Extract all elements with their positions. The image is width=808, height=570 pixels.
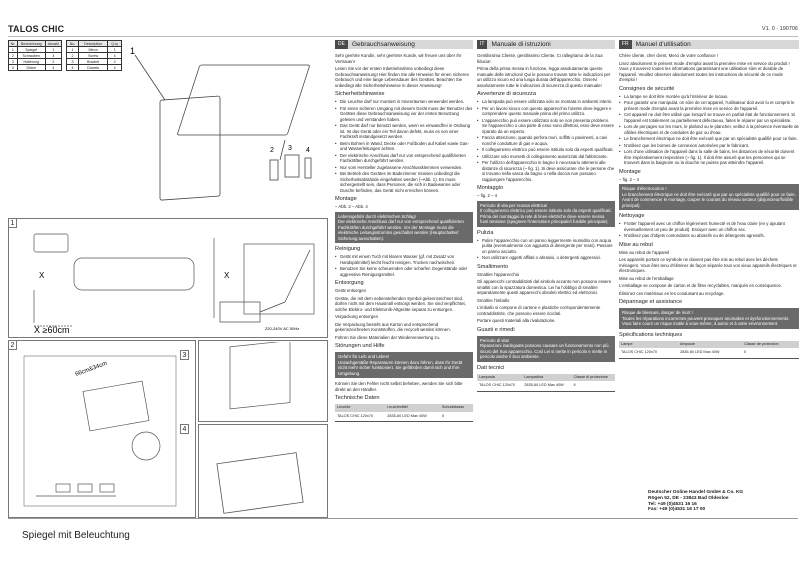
montage-text: – Abb. 2 – Abb. 4 bbox=[335, 204, 368, 209]
trouble-text: Können Sie den Fehler nicht selbst beheben, wenden Sie sich bitte direkt an den Händler. bbox=[335, 381, 463, 392]
list-item: • Benutzen Sie keine scheuernden oder scharfen Gegenstände oder aggressive Reinigungsmittel. bbox=[335, 266, 473, 277]
spec-table: Lampe Ampoule Classe de protection TALOS CHIC 120x70 2835-60 LED Max 40W II bbox=[619, 341, 799, 359]
disposal-subheading: Smaltire l'apparecchio bbox=[477, 271, 520, 277]
screw-part bbox=[270, 160, 278, 180]
packaging-text: Die Verpackung besteht aus Karton und entsprechend gekennzeichneten Kunststoffen, die recycelt werden können. bbox=[335, 321, 451, 332]
bathtub-drawing bbox=[74, 258, 194, 290]
warning-box bbox=[477, 336, 615, 362]
list-item: • Per l'utilizzo dell'apparecchio in bagno è necessario attenersi alle distanze di sicurezza (~ fig. 1). Si deve assicurare che le persone che si trovano nella vasca da bagno o nella doccia non possano raggiungere l'apparecchio. bbox=[477, 160, 615, 182]
disposal-text: Geräte, die mit dem nebenstehenden Symbol gekennzeichnet sind, dürfen nicht mit dem Hausmüll entsorgt werden. Sie sind verpflichtet, solche Elektro- und Elektronik-Altgeräte separat zu entsorgen. bbox=[335, 295, 466, 312]
disposal-subheading: Gerät entsorgen bbox=[335, 288, 367, 293]
montage-heading: Montaggio bbox=[477, 185, 504, 191]
warning-box bbox=[477, 201, 615, 227]
disposal-subheading: Mise au rebut de l'appareil bbox=[619, 249, 670, 255]
x-mark-label: X bbox=[39, 271, 45, 280]
warning-text: Il collegamento elettrico può essere istituito solo da esperti qualificati. Prima del montaggio la rete di linee elettriche deve essere messa fuori tensione (spegnere l'interruttore principale/i fusibile principale). bbox=[480, 208, 612, 224]
table-row: TALOS CHIC 120x70 2835-60 LED Max 40W II bbox=[619, 348, 799, 358]
table-row: 2 Schrauben 4 bbox=[9, 53, 62, 59]
trouble-heading: Störungen und Hilfe bbox=[335, 343, 385, 349]
list-item: • La lampada può essere utilizzata solo se montata in ambienti interni. bbox=[477, 99, 615, 105]
warning-title: Risque de blessure, danger de mort ! bbox=[622, 310, 693, 315]
warning-box bbox=[619, 308, 799, 329]
table-row: 1 Spiegel 1 bbox=[9, 47, 62, 53]
warning-text: Der elektrische Anschluss darf nur von entsprechend qualifizierten Fachkräften durchgeführt werden. Vor der Montage muss die elektrische Leitungsstromlos geschaltet werden (Hauptschalter/ Sicherung ausschalten). bbox=[338, 219, 464, 241]
warning-title: Pericolo di vita per scossa elettrica! bbox=[480, 202, 548, 208]
screwdriver bbox=[285, 250, 310, 302]
document-title: TALOS CHIC bbox=[8, 24, 65, 34]
packaging-text: L'emballage se compose de carton et de films recyclables, marqués en conséquence. bbox=[619, 283, 782, 288]
intro-text-2: Lesen Sie vor der ersten Inbetriebnahme unbedingt diese Gebrauchsanweisung! Hier finden Sie alle Hinweise für einen sicheren Gebrauch und eine lange Lebensdauer des Gerätes. Beachten Sie unbedingt alle Sicherheitshinweise in dieser Anweisung! bbox=[335, 66, 469, 88]
column-fr bbox=[619, 40, 799, 359]
list-item: • Pour garantir une manipulat. on sûre de cet appareil, l'utilisateur doit avoir lu et compris le présent mode d'emploi avant la première mise en service de l'appareil. bbox=[619, 100, 799, 111]
x-mark-label-2: X bbox=[224, 271, 230, 280]
list-item: • L'apparecchio può essere utilizzato solo se non presenta problemi. Se l'apparecchio o una parte di esso sono difettosi, esso deve essere riparato da un esperto. bbox=[477, 118, 615, 135]
part-label-3: 3 bbox=[288, 145, 292, 152]
cleaning-heading: Reinigung bbox=[335, 246, 361, 252]
warning-title: Risque d'électrocution ! bbox=[622, 186, 667, 191]
version-label: V1. 0 · 190706 bbox=[761, 26, 798, 32]
mirror-bracket-outline bbox=[230, 342, 290, 409]
warning-box bbox=[335, 212, 473, 244]
parts-illustration bbox=[120, 40, 330, 210]
mirror-outline bbox=[83, 381, 149, 431]
list-item: • La lampe ne doit être montée qu'à l'intérieur de locaux. bbox=[619, 94, 799, 100]
lang-header-it bbox=[477, 40, 615, 49]
lang-header-fr bbox=[619, 40, 799, 49]
cleaning-list bbox=[619, 221, 799, 239]
warning-box bbox=[619, 184, 799, 210]
packaging-subheading: Verpackung entsorgen bbox=[335, 314, 379, 319]
table-row: 4 Dowels 4 bbox=[67, 65, 122, 71]
column-de bbox=[335, 40, 473, 422]
montage-text: – fig. 2 – 4 bbox=[477, 193, 498, 198]
distance-label: X ≥60cm bbox=[34, 325, 70, 335]
list-item: • Das Gerät darf nur benutzt werden, wenn es einwandfrei in Ordnung ist. Ist das Gerät oder ein Teil davon defekt, muss es von einer Fachkraft instandgesetzt werden. bbox=[335, 123, 473, 140]
safety-heading: Sicherheitshinweise bbox=[335, 91, 385, 97]
safety-heading: Consignes de sécurité bbox=[619, 85, 675, 92]
leader-line-1 bbox=[135, 55, 165, 100]
figure-4-number: 4 bbox=[180, 424, 189, 434]
list-item: • Cet appareil ne doit être utilisé que lorsqu'il se trouve en parfait état de fonctionnement. Si l'appareil est totalement ou partiellement défectueux, faites le réparer par un spécialiste. bbox=[619, 112, 799, 123]
part-label-1: 1 bbox=[130, 46, 136, 56]
list-item: • Le branchement électrique ne doit être exécuté que par un spécialiste qualifié pour ce faire. bbox=[619, 136, 799, 142]
bracket-part bbox=[285, 155, 299, 177]
measure-label: 66cm&34cm bbox=[74, 360, 109, 378]
list-item: • Der elektrische Anschluss darf nur von entsprechend qualifizierten Fachkräften durchgeführt werden. bbox=[335, 153, 473, 164]
warning-text: Le branchement électrique ne doit être exécuté que par un spécialiste qualifié pour ce faire. Avant de commencer le montage, couper le courant du réseau secteur (disjoncteur/fusible principal). bbox=[622, 191, 796, 208]
header-divider bbox=[8, 36, 798, 37]
tech-heading: Dati tecnici bbox=[477, 364, 505, 371]
figure-1-number: 1 bbox=[8, 218, 17, 228]
disposal-heading: Entsorgung bbox=[335, 280, 364, 286]
footer-title: Spiegel mit Beleuchtung bbox=[22, 530, 130, 541]
wiring-illustration bbox=[195, 230, 325, 338]
cleaning-list bbox=[477, 238, 615, 261]
lang-code-fr: FR bbox=[619, 40, 632, 49]
safety-list bbox=[619, 94, 799, 166]
list-item: • Utilizzare solo morsetti di collegamento autorizzati dal fabbricante. bbox=[477, 154, 615, 160]
intro-text-2: Prima della prima messa in funzione, legga assolutamente questo manuale delle istruzioni! Qui le possono trovare tutte le indicazioni per un utilizzo sicuro ed una lunga durata dell'apparecchio. Osservi assolutamente tutte le indicazioni di sicurezza di questo manuale! bbox=[477, 66, 611, 88]
table-row: TALOS CHIC 120x70 2835-60 LED Max 40W II bbox=[335, 412, 473, 422]
spec-table: Leuchte Leuchtmittel Schutzklasse TALOS CHIC 120x70 2835-60 LED Max 40W II bbox=[335, 404, 473, 422]
parts-table-en: No. Description Q-ty 1 Mirror 1 2 Screw 4 3 Bracket 2 4 Dowels 4 bbox=[66, 40, 122, 71]
list-item: • Pulire l'apparecchio con un panno leggermente inumidito con acqua pulita (eventualmente con aggiunta di detergente per mani). Passare un panno asciutto. bbox=[477, 238, 615, 255]
safety-list bbox=[335, 99, 473, 193]
packaging-item: Führen Sie diese Materialien der Wiederverwertung zu. bbox=[335, 334, 441, 340]
list-item: • Non utilizzare oggetti affilati o abrasivi, o detergenti aggressivi. bbox=[477, 255, 615, 261]
list-item: • Il collegamento elettrico può essere istituito solo da esperti qualificati. bbox=[477, 147, 615, 153]
figure-3-drawing bbox=[200, 342, 326, 420]
spec-table: Lampada Lampadina Classe di protezione TALOS CHIC 120x70 2835-60 LED Max 40W II bbox=[477, 374, 615, 392]
part-label-2: 2 bbox=[270, 147, 274, 154]
safety-heading: Avvertenze di sicurezza bbox=[477, 91, 536, 97]
warning-title: Gefahr für Leib und Leben! bbox=[338, 354, 390, 359]
table-row: 3 Bracket 2 bbox=[67, 59, 122, 65]
list-item: • Frotter l'appareil avec un chiffon légèrement humecté et de l'eau claire (en y ajoutant éventuellement un peu de produit). Essuyer avec un chiffon sec. bbox=[619, 221, 799, 232]
montage-heading: Montage bbox=[619, 168, 641, 175]
table-row: 4 Dübel 4 bbox=[9, 65, 62, 71]
table-row: TALOS CHIC 120x70 2835-60 LED Max 40W II bbox=[477, 381, 615, 391]
driver-box bbox=[220, 302, 260, 322]
packaging-item: Portare questi materiali alla rivalutazione. bbox=[477, 318, 556, 323]
packaging-subheading: Mise au rebut de l'emballage bbox=[619, 275, 674, 281]
montage-text: – fig. 2 – 4 bbox=[619, 176, 640, 182]
list-item: • Lors d'une utilisation de l'appareil dans la salle de bains, les distances de sécurité doivent être impérativement respectées (~ fig. 1). Il doit être assuré que les personnes qui se trouvent dans la baignoire ou la douche ne puisse pas atteindre l'appareil. bbox=[619, 149, 799, 166]
mirror-back-outline bbox=[177, 65, 310, 135]
intro-text: Chère cliente, cher client, Merci de votre confiance ! bbox=[619, 53, 718, 58]
part-label-4: 4 bbox=[306, 147, 310, 154]
disposal-text: Gli apparecchi contraddistinti dal simbolo accanto non possono essere smaltiti con la spazzatura domestica. Lei ha l'obbligo di smaltire separatamente questi apparecchi obsoleti elettrici ed elettronici. bbox=[477, 279, 612, 295]
list-item: • Beim Bohren in Wand, Decke oder Fußboden auf Kabel sowie Gas- und Wasserleitungen achten. bbox=[335, 141, 473, 152]
lang-code-de: DE bbox=[335, 40, 348, 49]
cleaning-list bbox=[335, 254, 473, 277]
disposal-heading: Smaltimento bbox=[477, 263, 509, 270]
company-address: Deutscher Online Handel GmbH & Co. KG Rögen 52, DE - 23843 Bad Oldesloe Tel: +49 (0)4531 16 16 Fax: +49 (0)4531 16 17 00 bbox=[648, 490, 744, 513]
mirror-mounted bbox=[217, 453, 303, 514]
footer-divider bbox=[8, 518, 798, 519]
warning-title: Pericolo di vita! bbox=[480, 337, 510, 343]
warning-title: Lebensgefahr durch elektrischen Schlag! bbox=[338, 213, 416, 219]
montage-heading: Montage bbox=[335, 196, 357, 202]
packaging-item: Éliminez ces matériaux en les conduisant au recyclage. bbox=[619, 290, 725, 296]
intro-text-2: Lisez absolument le présent mode d'emploi avant la première mise en service du produit ! Vous y trouverez toutes les informations garantissant une utilisation sûre et durable de l'appareil. Veuillez observer absolument toutes les instructions de sécurité de ce mode d'emploi ! bbox=[619, 60, 790, 82]
figure-2-drawing bbox=[16, 346, 194, 516]
intro-text: Gentilissima Cliente, gentilissimo Cliente, Ci rallegriamo de la Sua fiducia! bbox=[477, 53, 603, 64]
list-item: • N'utilisez que les bornes de connexion autorisées par le fabricant. bbox=[619, 143, 799, 149]
detail-circle bbox=[132, 432, 160, 460]
figure-2-number: 2 bbox=[8, 340, 17, 350]
dowel-part bbox=[305, 158, 311, 178]
lang-title-fr: Manuel d'utilisation bbox=[635, 40, 691, 48]
list-item: • Bei Betrieb des Gerätes im Badezimmer müssen unbedingt die Sicherheitsabstände eingehalten werden (~Abb. 1). Es muss sichergestellt sein, dass Personen, die sich in Badewanne oder Dusche befinden, das Gerät nicht erreichen können. bbox=[335, 171, 473, 193]
list-item: • Für einen sicheren Umgang mit diesem Gerät muss der Benutzer des Gerätes diese Gebrauchsanweisung vor der ersten Benutzung gelesen und verstanden haben. bbox=[335, 106, 473, 123]
figure-3-number: 3 bbox=[180, 350, 189, 360]
safety-list bbox=[477, 99, 615, 182]
lang-header-de bbox=[335, 40, 473, 49]
trouble-heading: Guasti e rimedi bbox=[477, 326, 515, 333]
table-row: 1 Mirror 1 bbox=[67, 47, 122, 53]
warning-text: Toutes les réparations incorrectes peuvent provoquer anomalies et dysfonctionnements. Vous faire courir un risque inutile à vous-même, à autrui et à votre environnement. bbox=[622, 315, 790, 326]
warning-box bbox=[335, 352, 473, 378]
column-it bbox=[477, 40, 615, 392]
list-item: • Gerät mit einem Tuch mit klarem Wasser (gf. mit Zusatz von Handspülmittel) leicht feucht reinigen. Trocken nachwischen. bbox=[335, 254, 473, 265]
packaging-subheading: Smaltire l'imballo bbox=[477, 297, 510, 303]
voltage-label: 220-240V AC 50Hz bbox=[265, 326, 300, 331]
trouble-heading: Dépannage et assistance bbox=[619, 299, 683, 305]
tech-heading: Technische Daten bbox=[335, 395, 380, 401]
table-row: 2 Screw 4 bbox=[67, 53, 122, 59]
lang-code-it: IT bbox=[477, 40, 487, 49]
list-item: • Die Leuchte darf nur montiert in Innenräumen verwendet werden. bbox=[335, 99, 473, 105]
warning-text: Riparazioni inadeguate possono causare un funzionamento non più sicuro del Suo apparecchio. Così Lei si mette in pericolo e mette in pericolo anche il Suo ambiente. bbox=[480, 343, 609, 359]
disposal-text: Les appareils portant ce symbole ne doivent pas être mis au rebut avec les déchets ménagers. Vous êtes tenu d'éliminer de façon séparée tous vos vieux appareils électriques et électroniques. bbox=[619, 257, 797, 273]
list-item: • Lors de perçages sur les murs, le plafond ou le plancher, veillez à la présence éventuelle de câbles électriques et de conduites de gaz ou d'eau. bbox=[619, 124, 799, 135]
tech-heading: Spécifications techniques bbox=[619, 331, 683, 338]
lang-title-it: Manuale di istruzioni bbox=[491, 40, 551, 48]
mirror-drawing-left bbox=[34, 234, 68, 252]
list-item: • N'utilisez pas d'objets contondants ou abrasifs ou de détergents agressifs. bbox=[619, 233, 799, 239]
disposal-heading: Mise au rebut bbox=[619, 241, 653, 248]
lang-title-de: Gebrauchsanweisung bbox=[351, 40, 415, 48]
figure-4-drawing bbox=[200, 428, 326, 516]
list-item: • Per un lavoro sicuro con questo apparecchio l'utente deve leggere e comprendere questo manuale prima del primo utilizzo. bbox=[477, 106, 615, 117]
list-item: • Faccia attenzione, quando perfora muri, soffitti o pavimenti, a cavi nonché condutture di gas e acqua. bbox=[477, 135, 615, 146]
list-item: • Nur vom Hersteller zugelassene Anschlussklemmen verwenden. bbox=[335, 165, 473, 171]
cleaning-heading: Nettoyage bbox=[619, 213, 645, 219]
warning-text: Unsachgemäße Reparaturen können dazu führen, dass Ihr Gerät nicht mehr sicher funktioniert. Sie gefährden damit sich und Ihre Umgebung. bbox=[338, 359, 463, 376]
table-row: 3 Halterung 2 bbox=[9, 59, 62, 65]
intro-text: Sehr geehrte Kundin, sehr geehrter Kunde, wir freuen uns über Ihr Vertrauen! bbox=[335, 53, 462, 64]
packaging-text: L'imballo si compone di cartone e plastiche corrispondentemente contraddistinte, che possono essere riciclati. bbox=[477, 305, 601, 316]
mirror-front-outline bbox=[160, 96, 220, 200]
parts-table-de: Nr. Bezeichnung Anzahl 1 Spiegel 1 2 Schrauben 4 3 Halterung 2 4 Dübel 4 bbox=[8, 40, 62, 71]
cleaning-heading: Pulizia bbox=[477, 229, 494, 236]
